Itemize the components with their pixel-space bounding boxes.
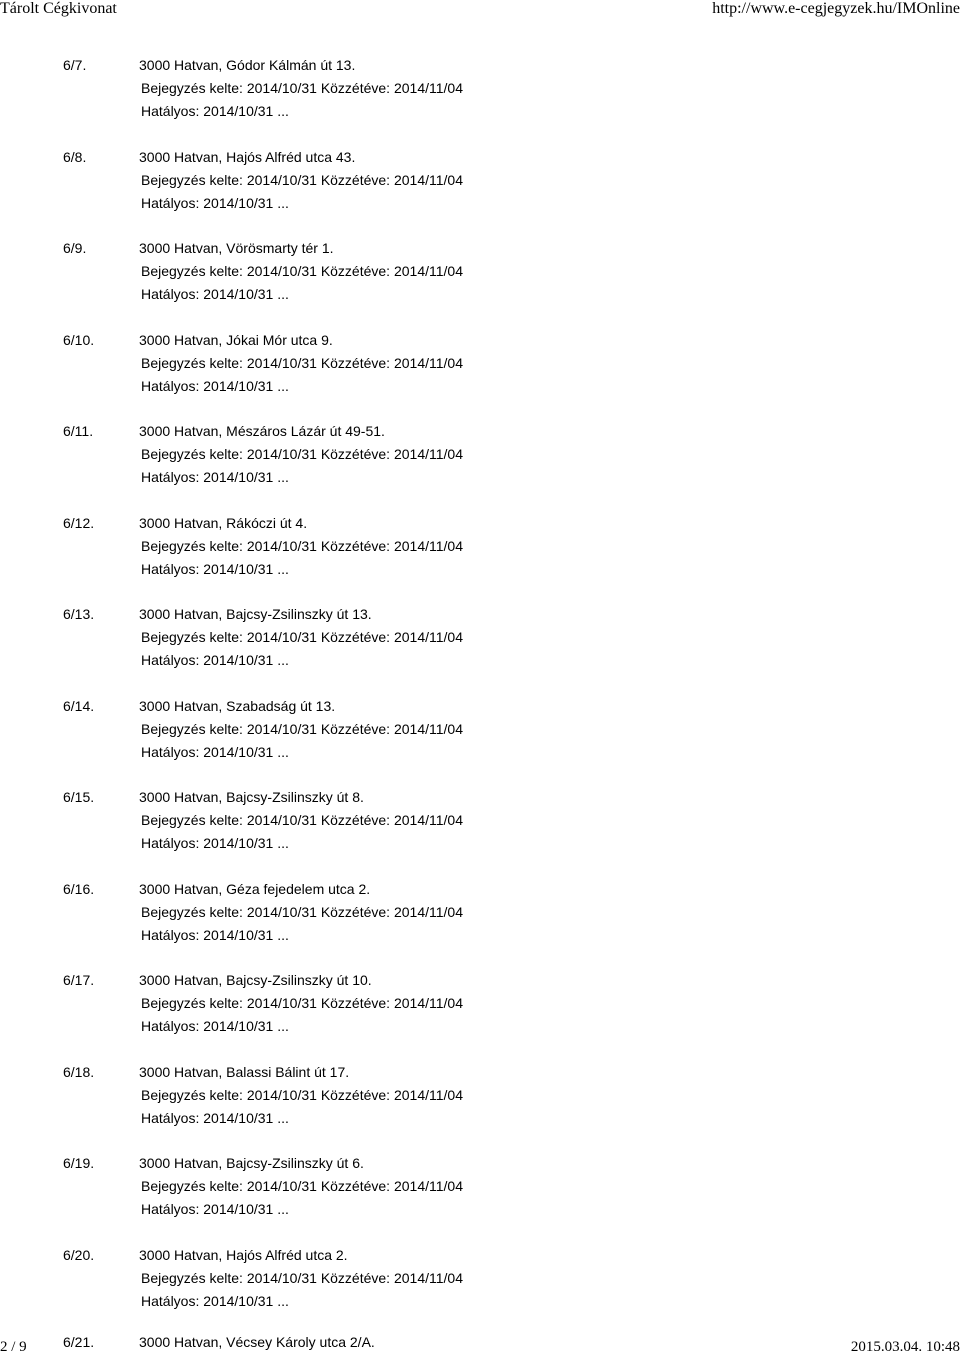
entry-address: 3000 Hatvan, Vörösmarty tér 1. <box>139 240 334 256</box>
entry-dates <box>141 263 463 279</box>
hatalyos-date: 2014/10/31 ... <box>203 469 289 485</box>
entry-number: 6/20. <box>63 1246 95 1263</box>
header-title: Tárolt Cégkivonat <box>0 0 117 17</box>
list-item <box>63 57 923 149</box>
hatalyos-date: 2014/10/31 ... <box>203 560 289 577</box>
list-item <box>63 149 923 241</box>
entry-dates <box>141 446 463 462</box>
entry-effective <box>141 469 289 485</box>
bejegyzes-label: Bejegyzés kelte: <box>141 263 243 279</box>
hatalyos-date: 2014/10/31 ... <box>203 1109 289 1126</box>
kozzeteve-label: Közzétéve: <box>320 537 391 554</box>
entry-dates <box>141 904 463 920</box>
bejegyzes-label: Bejegyzés kelte: <box>141 171 243 188</box>
hatalyos-date: 2014/10/31 ... <box>203 652 289 668</box>
kozzeteve-date: 2014/11/04 <box>393 354 463 371</box>
entry-dates <box>141 995 463 1011</box>
entry-effective <box>141 652 289 668</box>
bejegyzes-date: 2014/10/31 <box>246 995 317 1011</box>
kozzeteve-date: 2014/11/04 <box>393 903 463 920</box>
entry-effective <box>141 744 289 760</box>
hatalyos-label: Hatályos: <box>141 286 200 302</box>
entry-effective <box>141 835 289 851</box>
hatalyos-date: 2014/10/31 ... <box>203 194 289 211</box>
bejegyzes-date: 2014/10/31 <box>246 720 317 737</box>
hatalyos-label: Hatályos: <box>141 377 200 394</box>
entry-effective <box>141 1018 289 1034</box>
entry-dates <box>141 721 463 737</box>
kozzeteve-label: Közzétéve: <box>320 995 391 1011</box>
entry-address: 3000 Hatvan, Jókai Mór utca 9. <box>139 331 333 348</box>
bejegyzes-date: 2014/10/31 <box>246 354 317 371</box>
bejegyzes-label: Bejegyzés kelte: <box>141 537 243 554</box>
bejegyzes-date: 2014/10/31 <box>246 629 317 645</box>
bejegyzes-date: 2014/10/31 <box>246 537 317 554</box>
entry-dates <box>141 1178 463 1194</box>
entry-address: 3000 Hatvan, Balassi Bálint út 17. <box>139 1063 350 1080</box>
kozzeteve-label: Közzétéve: <box>320 80 391 96</box>
hatalyos-label: Hatályos: <box>141 1292 200 1309</box>
entry-effective <box>141 286 289 302</box>
entry-effective <box>141 378 289 394</box>
bejegyzes-date: 2014/10/31 <box>246 903 317 920</box>
entry-address: 3000 Hatvan, Vécsey Károly utca 2/A. <box>139 1334 375 1350</box>
hatalyos-date: 2014/10/31 ... <box>203 1201 289 1217</box>
bejegyzes-label: Bejegyzés kelte: <box>141 446 243 462</box>
kozzeteve-label: Közzétéve: <box>320 1178 391 1194</box>
list-item <box>63 789 923 881</box>
bejegyzes-date: 2014/10/31 <box>246 1178 317 1194</box>
entry-address: 3000 Hatvan, Bajcsy-Zsilinszky út 8. <box>139 789 364 805</box>
entry-effective <box>141 1293 289 1309</box>
kozzeteve-label: Közzétéve: <box>320 263 391 279</box>
entry-effective <box>141 561 289 577</box>
kozzeteve-label: Közzétéve: <box>320 812 391 828</box>
kozzeteve-label: Közzétéve: <box>320 171 391 188</box>
bejegyzes-label: Bejegyzés kelte: <box>141 1086 243 1103</box>
bejegyzes-label: Bejegyzés kelte: <box>141 720 243 737</box>
hatalyos-label: Hatályos: <box>141 103 200 119</box>
entry-number: 6/16. <box>63 880 95 897</box>
entry-effective <box>141 103 289 119</box>
kozzeteve-label: Közzétéve: <box>320 903 391 920</box>
list-item <box>63 240 923 332</box>
bejegyzes-date: 2014/10/31 <box>246 1086 317 1103</box>
kozzeteve-label: Közzétéve: <box>320 1269 391 1286</box>
entry-number: 6/19. <box>63 1155 95 1171</box>
entry-effective <box>141 1201 289 1217</box>
entry-number: 6/8. <box>63 148 87 165</box>
bejegyzes-label: Bejegyzés kelte: <box>141 80 243 96</box>
last-entry <box>63 1334 375 1350</box>
hatalyos-label: Hatályos: <box>141 560 200 577</box>
bejegyzes-date: 2014/10/31 <box>246 1269 317 1286</box>
list-item <box>63 606 923 698</box>
hatalyos-date: 2014/10/31 ... <box>203 286 289 302</box>
entry-list <box>63 57 923 1338</box>
bejegyzes-date: 2014/10/31 <box>246 80 317 96</box>
hatalyos-date: 2014/10/31 ... <box>203 377 289 394</box>
kozzeteve-date: 2014/11/04 <box>393 995 463 1011</box>
hatalyos-label: Hatályos: <box>141 652 200 668</box>
list-item <box>63 698 923 790</box>
entry-dates <box>141 80 463 96</box>
bejegyzes-date: 2014/10/31 <box>246 263 317 279</box>
list-item <box>63 1064 923 1156</box>
entry-address: 3000 Hatvan, Hajós Alfréd utca 2. <box>139 1246 348 1263</box>
hatalyos-label: Hatályos: <box>141 1201 200 1217</box>
page-number: 2 / 9 <box>0 1339 27 1355</box>
list-item <box>63 332 923 424</box>
entry-address: 3000 Hatvan, Mészáros Lázár út 49-51. <box>139 423 385 439</box>
list-item <box>63 972 923 1064</box>
entry-address: 3000 Hatvan, Szabadság út 13. <box>139 697 336 714</box>
kozzeteve-date: 2014/11/04 <box>393 1178 463 1194</box>
entry-effective <box>141 195 289 211</box>
entry-number: 6/10. <box>63 331 95 348</box>
bejegyzes-label: Bejegyzés kelte: <box>141 812 243 828</box>
entry-number: 6/21. <box>63 1334 95 1350</box>
kozzeteve-label: Közzétéve: <box>320 629 391 645</box>
kozzeteve-date: 2014/11/04 <box>393 1269 463 1286</box>
list-item <box>63 881 923 973</box>
hatalyos-label: Hatályos: <box>141 926 200 943</box>
entry-address: 3000 Hatvan, Bajcsy-Zsilinszky út 6. <box>139 1155 364 1171</box>
kozzeteve-date: 2014/11/04 <box>393 720 463 737</box>
hatalyos-label: Hatályos: <box>141 469 200 485</box>
hatalyos-label: Hatályos: <box>141 743 200 760</box>
kozzeteve-date: 2014/11/04 <box>393 537 463 554</box>
bejegyzes-label: Bejegyzés kelte: <box>141 1178 243 1194</box>
entry-number: 6/12. <box>63 514 95 531</box>
entry-dates <box>141 629 463 645</box>
hatalyos-label: Hatályos: <box>141 835 200 851</box>
entry-number: 6/11. <box>63 423 94 439</box>
kozzeteve-date: 2014/11/04 <box>393 446 463 462</box>
kozzeteve-date: 2014/11/04 <box>393 629 463 645</box>
entry-effective <box>141 1110 289 1126</box>
list-item <box>63 515 923 607</box>
entry-number: 6/13. <box>63 606 95 622</box>
kozzeteve-date: 2014/11/04 <box>393 1086 463 1103</box>
kozzeteve-label: Közzétéve: <box>320 446 391 462</box>
list-item <box>63 1155 923 1247</box>
header-url: http://www.e-cegjegyzek.hu/IMOnline <box>712 0 960 17</box>
kozzeteve-date: 2014/11/04 <box>393 171 463 188</box>
entry-dates <box>141 1087 463 1103</box>
entry-address: 3000 Hatvan, Hajós Alfréd utca 43. <box>139 148 356 165</box>
entry-dates <box>141 538 463 554</box>
list-item <box>63 423 923 515</box>
list-item <box>63 1247 923 1339</box>
bejegyzes-date: 2014/10/31 <box>246 446 317 462</box>
bejegyzes-date: 2014/10/31 <box>246 171 317 188</box>
entry-address: 3000 Hatvan, Rákóczi út 4. <box>139 514 308 531</box>
kozzeteve-label: Közzétéve: <box>320 720 391 737</box>
entry-address: 3000 Hatvan, Bajcsy-Zsilinszky út 10. <box>139 972 372 988</box>
bejegyzes-label: Bejegyzés kelte: <box>141 354 243 371</box>
hatalyos-date: 2014/10/31 ... <box>203 835 289 851</box>
entry-dates <box>141 812 463 828</box>
bejegyzes-label: Bejegyzés kelte: <box>141 1269 243 1286</box>
entry-number: 6/15. <box>63 789 95 805</box>
bejegyzes-label: Bejegyzés kelte: <box>141 995 243 1011</box>
entry-dates <box>141 172 463 188</box>
bejegyzes-date: 2014/10/31 <box>246 812 317 828</box>
entry-effective <box>141 927 289 943</box>
entry-number: 6/7. <box>63 57 87 73</box>
entry-address: 3000 Hatvan, Gódor Kálmán út 13. <box>139 57 356 73</box>
entry-dates <box>141 1270 463 1286</box>
hatalyos-date: 2014/10/31 ... <box>203 926 289 943</box>
entry-address: 3000 Hatvan, Géza fejedelem utca 2. <box>139 880 371 897</box>
print-datetime: 2015.03.04. 10:48 <box>850 1339 960 1355</box>
hatalyos-label: Hatályos: <box>141 1018 200 1034</box>
kozzeteve-date: 2014/11/04 <box>393 80 463 96</box>
bejegyzes-label: Bejegyzés kelte: <box>141 903 243 920</box>
hatalyos-date: 2014/10/31 ... <box>203 1018 289 1034</box>
kozzeteve-label: Közzétéve: <box>320 1086 391 1103</box>
entry-dates <box>141 355 463 371</box>
entry-number: 6/14. <box>63 697 95 714</box>
hatalyos-date: 2014/10/31 ... <box>203 1292 289 1309</box>
entry-number: 6/9. <box>63 240 87 256</box>
kozzeteve-date: 2014/11/04 <box>393 812 463 828</box>
hatalyos-label: Hatályos: <box>141 1109 200 1126</box>
entry-address: 3000 Hatvan, Bajcsy-Zsilinszky út 13. <box>139 606 372 622</box>
kozzeteve-label: Közzétéve: <box>320 354 391 371</box>
kozzeteve-date: 2014/11/04 <box>393 263 463 279</box>
entry-number: 6/17. <box>63 972 95 988</box>
entry-number: 6/18. <box>63 1063 95 1080</box>
hatalyos-date: 2014/10/31 ... <box>203 103 289 119</box>
hatalyos-date: 2014/10/31 ... <box>203 743 289 760</box>
hatalyos-label: Hatályos: <box>141 194 200 211</box>
bejegyzes-label: Bejegyzés kelte: <box>141 629 243 645</box>
